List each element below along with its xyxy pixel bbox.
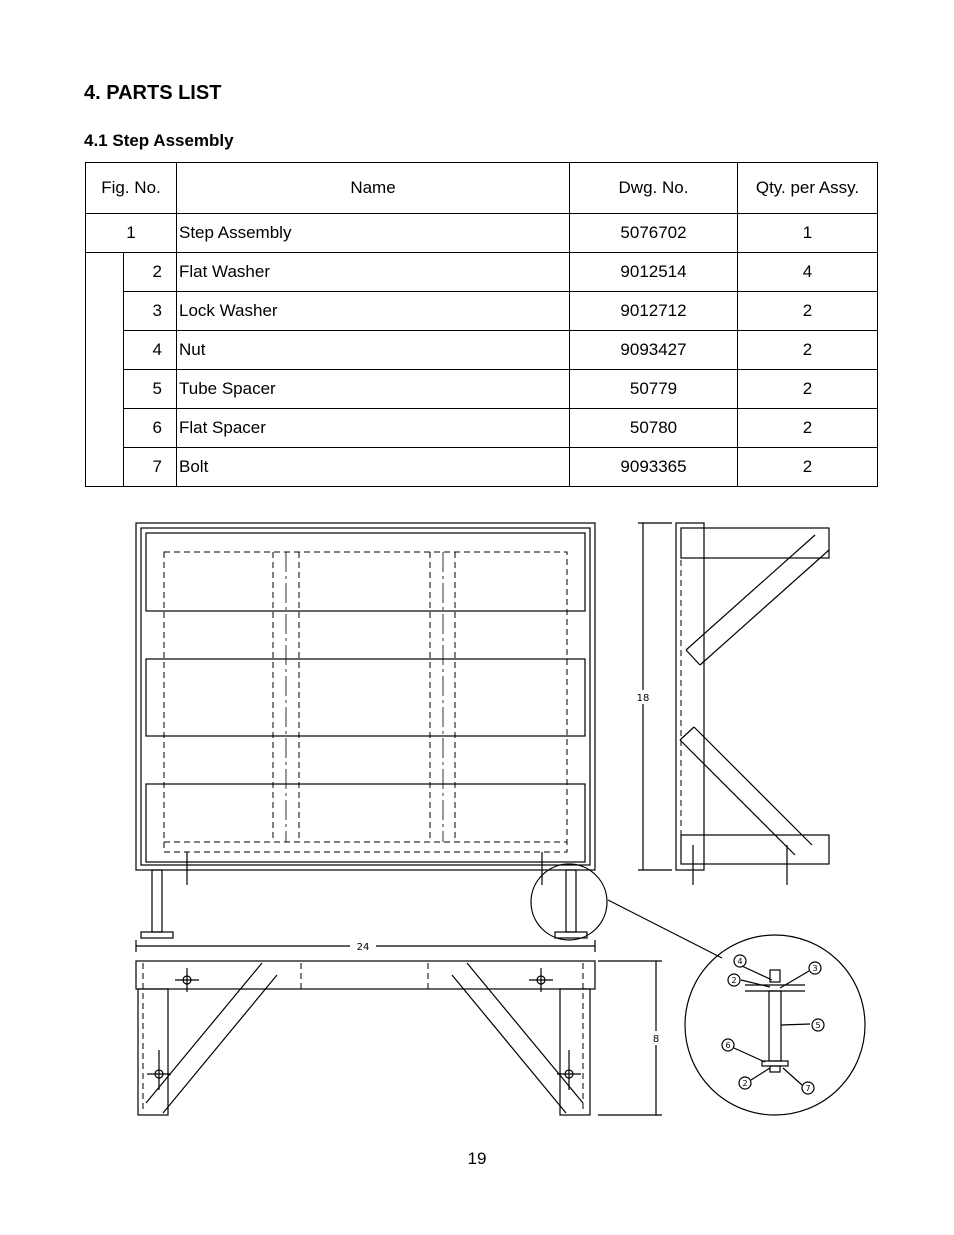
cell-name: Tube Spacer: [177, 370, 570, 409]
header-name: Name: [177, 163, 570, 214]
cell-qty: 2: [738, 448, 878, 487]
cell-fig: 4: [124, 331, 177, 370]
cell-qty: 2: [738, 292, 878, 331]
cell-fig: 2: [124, 253, 177, 292]
detail-view: [608, 900, 865, 1115]
cell-qty: 4: [738, 253, 878, 292]
cell-fig: 6: [124, 409, 177, 448]
dim-height-label: 18: [636, 693, 650, 704]
cell-qty: 2: [738, 370, 878, 409]
top-view: [136, 939, 663, 1115]
cell-qty: 1: [738, 214, 878, 253]
cell-dwg: 50780: [570, 409, 738, 448]
front-view: [136, 523, 607, 940]
cell-dwg: 50779: [570, 370, 738, 409]
dim-width-label: 24: [356, 942, 370, 953]
cell-name: Bolt: [177, 448, 570, 487]
dim-depth-label: 8: [652, 1034, 660, 1045]
header-fig-no: Fig. No.: [86, 163, 177, 214]
cell-dwg: 5076702: [570, 214, 738, 253]
cell-name: Flat Washer: [177, 253, 570, 292]
cell-qty: 2: [738, 409, 878, 448]
callout-4: 4: [737, 957, 743, 966]
cell-name: Flat Spacer: [177, 409, 570, 448]
cell-dwg: 9012712: [570, 292, 738, 331]
cell-fig: 5: [124, 370, 177, 409]
subsection-heading: 4.1 Step Assembly: [84, 131, 234, 150]
callout-2b: 2: [742, 1079, 748, 1088]
cell-fig: 3: [124, 292, 177, 331]
callout-2: 2: [731, 976, 737, 985]
cell-dwg: 9012514: [570, 253, 738, 292]
cell-fig: 7: [124, 448, 177, 487]
cell-dwg: 9093365: [570, 448, 738, 487]
page-number: 19: [467, 1149, 487, 1168]
callout-7: 7: [805, 1084, 811, 1093]
section-heading: 4. PARTS LIST: [84, 82, 222, 104]
cell-fig: 1: [86, 214, 177, 253]
callout-3: 3: [812, 964, 818, 973]
callout-5: 5: [815, 1021, 821, 1030]
side-view: [636, 523, 829, 885]
callout-6: 6: [725, 1041, 731, 1050]
header-dwg-no: Dwg. No.: [570, 163, 738, 214]
cell-name: Lock Washer: [177, 292, 570, 331]
cell-dwg: 9093427: [570, 331, 738, 370]
cell-qty: 2: [738, 331, 878, 370]
cell-name: Step Assembly: [177, 214, 570, 253]
header-qty: Qty. per Assy.: [738, 163, 878, 214]
cell-name: Nut: [177, 331, 570, 370]
